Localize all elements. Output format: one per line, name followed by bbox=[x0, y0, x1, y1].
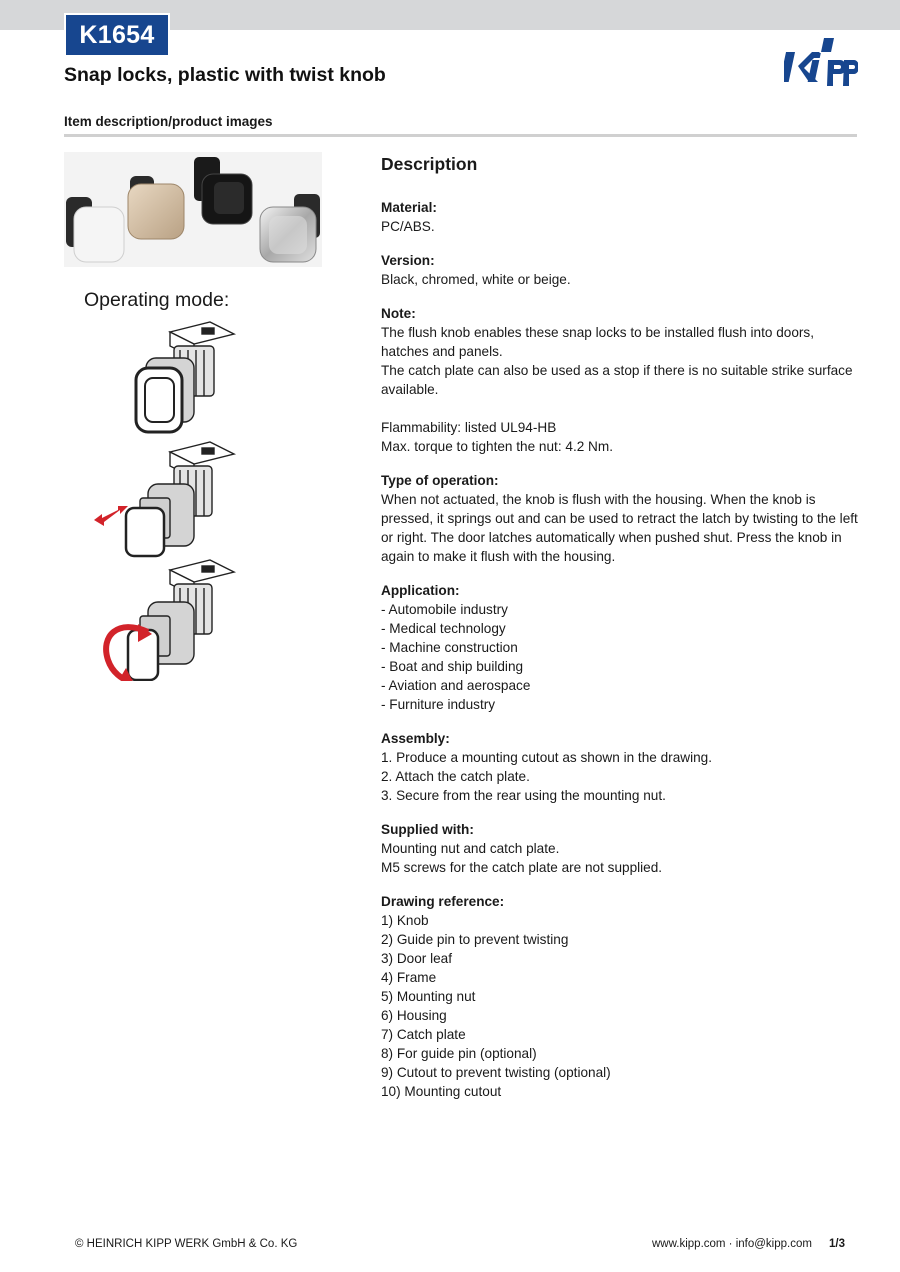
note-line: The catch plate can also be used as a stop if there is no suitable strike surface available. bbox=[381, 363, 853, 397]
list-item: 1. Produce a mounting cutout as shown in the drawing. bbox=[381, 750, 712, 765]
list-item: 7) Catch plate bbox=[381, 1027, 466, 1042]
list-item: - Machine construction bbox=[381, 640, 518, 655]
operation-text: When not actuated, the knob is flush with the housing. When the knob is pressed, it springs out and can be used to retract the latch by twisting to the left or right. The door latches automatically when pushed shut. Press the knob in again to make it flush with the housing. bbox=[381, 492, 858, 564]
list-item: 4) Frame bbox=[381, 970, 437, 985]
page-title: Snap locks, plastic with twist knob bbox=[64, 64, 386, 86]
list-item: - Aviation and aerospace bbox=[381, 678, 531, 693]
drawing-reference-block bbox=[381, 892, 861, 1101]
page-number: 1/3 bbox=[829, 1238, 845, 1250]
assembly-block bbox=[381, 729, 861, 805]
footer-copyright: © HEINRICH KIPP WERK GmbH & Co. KG bbox=[75, 1238, 298, 1250]
application-label: Application: bbox=[381, 583, 460, 598]
list-item: 9) Cutout to prevent twisting (optional) bbox=[381, 1065, 611, 1080]
list-item: 5) Mounting nut bbox=[381, 989, 476, 1004]
list-item: - Boat and ship building bbox=[381, 659, 524, 674]
list-item: Mounting nut and catch plate. bbox=[381, 841, 560, 856]
version-block bbox=[381, 251, 861, 289]
logo-text: Kipp bbox=[784, 38, 787, 39]
operating-mode-label: Operating mode: bbox=[84, 289, 230, 311]
material-block bbox=[381, 198, 861, 236]
list-item: 2) Guide pin to prevent twisting bbox=[381, 932, 569, 947]
drawing-reference-label: Drawing reference: bbox=[381, 894, 505, 909]
footer-contact[interactable]: www.kipp.com · info@kipp.com bbox=[652, 1238, 812, 1250]
application-block bbox=[381, 581, 861, 714]
description-heading: Description bbox=[381, 154, 478, 174]
operating-diagram-closed bbox=[88, 318, 248, 443]
note-block bbox=[381, 304, 861, 456]
list-item: 2. Attach the catch plate. bbox=[381, 769, 530, 784]
section-label: Item description/product images bbox=[64, 114, 273, 129]
description-column bbox=[381, 152, 861, 1116]
version-text: Black, chromed, white or beige. bbox=[381, 272, 571, 287]
kipp-logo bbox=[784, 38, 858, 94]
list-item: 8) For guide pin (optional) bbox=[381, 1046, 537, 1061]
operation-label: Type of operation: bbox=[381, 473, 499, 488]
list-item: 3) Door leaf bbox=[381, 951, 453, 966]
list-item: M5 screws for the catch plate are not supplied. bbox=[381, 860, 663, 875]
flammability-text: Flammability: listed UL94-HB bbox=[381, 420, 557, 435]
article-code-badge: K1654 bbox=[64, 13, 170, 57]
note-line: The flush knob enables these snap locks to be installed flush into doors, hatches and panels. bbox=[381, 325, 815, 359]
product-photo bbox=[64, 152, 322, 267]
operating-diagram-pressed bbox=[88, 438, 248, 563]
operation-block bbox=[381, 471, 861, 566]
list-item: 1) Knob bbox=[381, 913, 429, 928]
list-item: - Medical technology bbox=[381, 621, 506, 636]
list-item: 3. Secure from the rear using the mounting nut. bbox=[381, 788, 666, 803]
operating-diagram-twist bbox=[88, 556, 248, 681]
note-label: Note: bbox=[381, 306, 416, 321]
material-text: PC/ABS. bbox=[381, 219, 435, 234]
list-item: 6) Housing bbox=[381, 1008, 447, 1023]
list-item: 10) Mounting cutout bbox=[381, 1084, 502, 1099]
torque-text: Max. torque to tighten the nut: 4.2 Nm. bbox=[381, 439, 613, 454]
assembly-label: Assembly: bbox=[381, 731, 450, 746]
supplied-label: Supplied with: bbox=[381, 822, 474, 837]
list-item: - Automobile industry bbox=[381, 602, 508, 617]
list-item: - Furniture industry bbox=[381, 697, 496, 712]
section-divider bbox=[64, 134, 857, 137]
material-label: Material: bbox=[381, 200, 437, 215]
version-label: Version: bbox=[381, 253, 435, 268]
supplied-block bbox=[381, 820, 861, 877]
